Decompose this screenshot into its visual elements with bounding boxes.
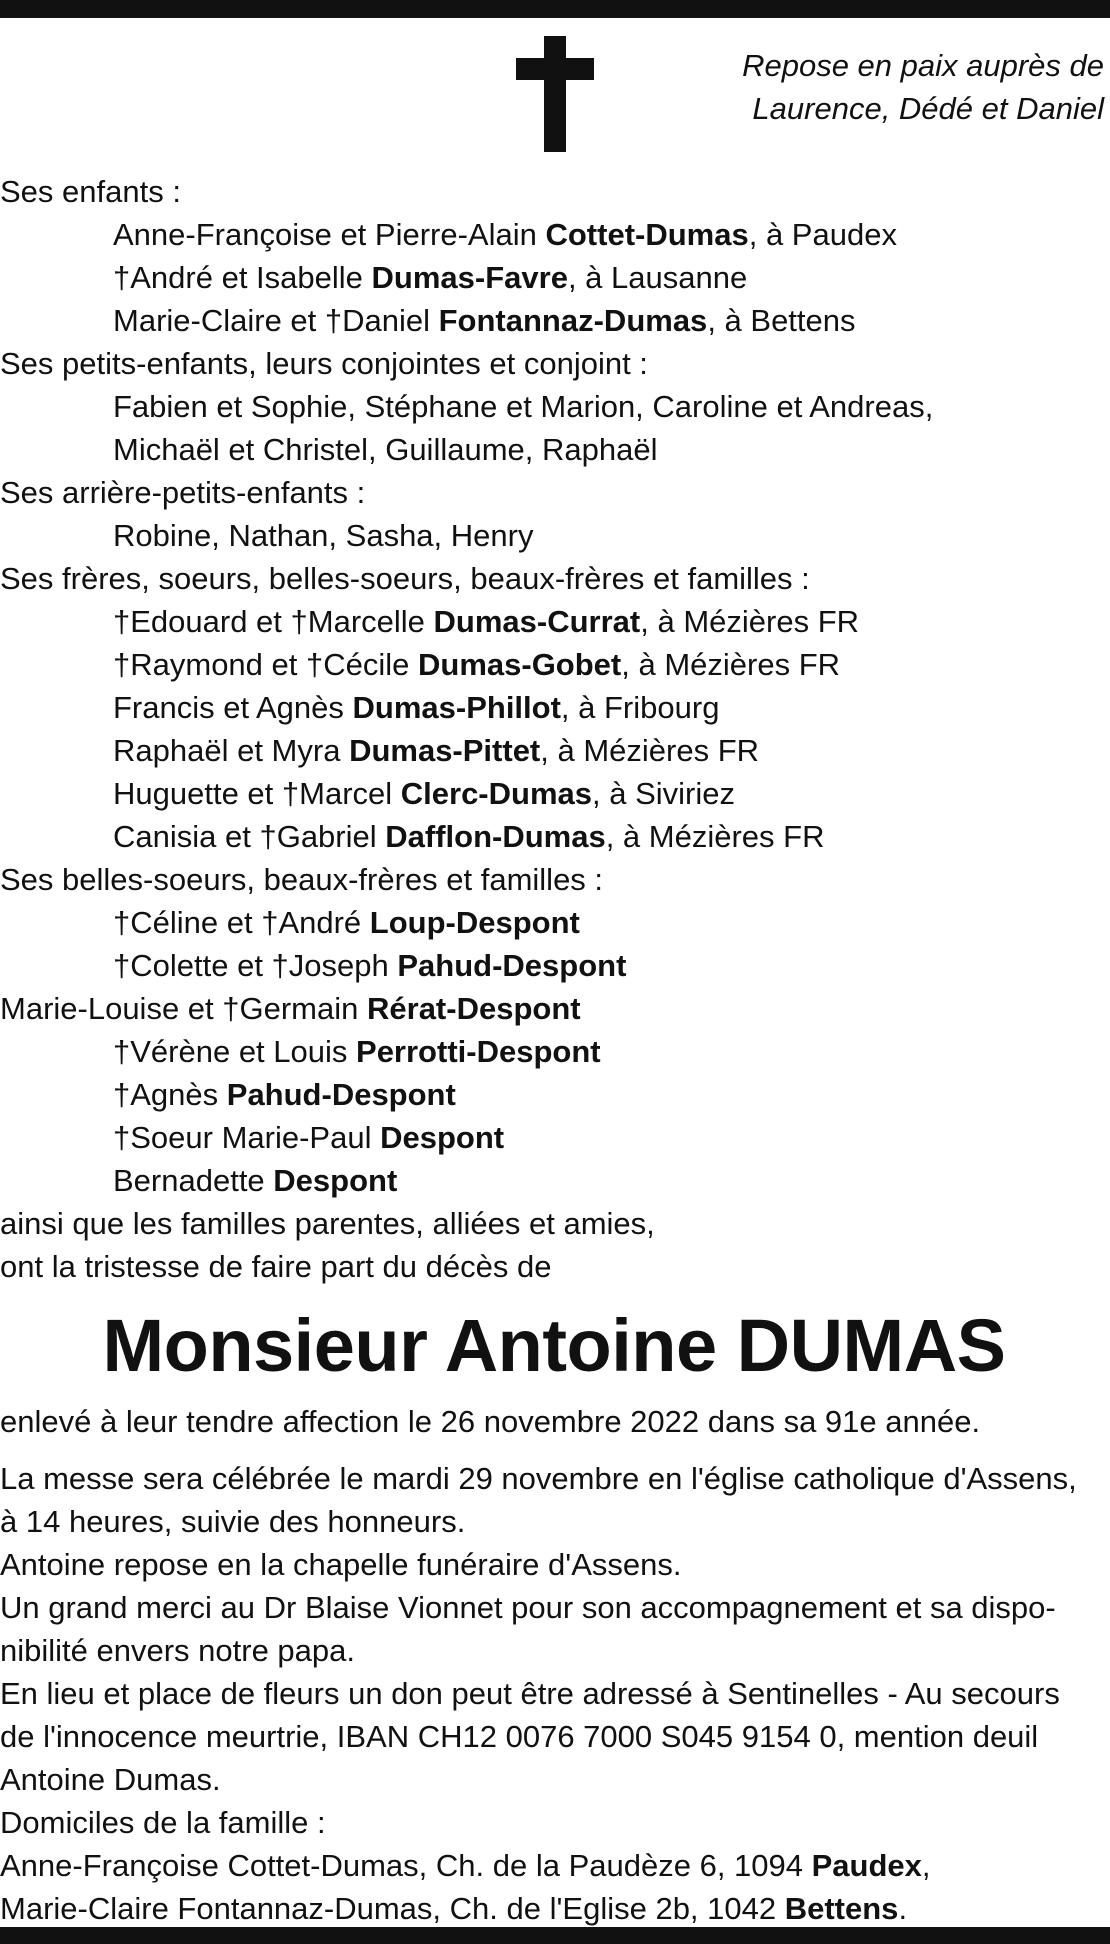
family-entry: †Edouard et †Marcelle Dumas-Currat, à Mézières FR xyxy=(113,604,860,639)
donation-line: Antoine Dumas. xyxy=(0,1762,221,1797)
family-entry: Fabien et Sophie, Stéphane et Marion, Caroline et Andreas, xyxy=(113,389,934,424)
family-entry: Canisia et †Gabriel Dafflon-Dumas, à Mézières FR xyxy=(113,819,825,854)
section-heading: Ses frères, soeurs, belles-soeurs, beaux-frères et familles : xyxy=(0,561,810,596)
bottom-rule xyxy=(0,1927,1110,1944)
family-entry: †Céline et †André Loup-Despont xyxy=(113,905,580,940)
donation-line: En lieu et place de fleurs un don peut être adressé à Sentinelles - Au secours xyxy=(0,1676,1060,1711)
cross-icon xyxy=(516,36,594,152)
epitaph xyxy=(664,44,1104,130)
notice-body xyxy=(0,170,1108,1930)
mass-line: La messe sera célébrée le mardi 29 novembre en l'église catholique d'Assens, xyxy=(0,1461,1077,1496)
family-entry: Francis et Agnès Dumas-Phillot, à Fribourg xyxy=(113,690,720,725)
deceased-name: Monsieur Antoine DUMAS xyxy=(102,1304,1006,1387)
family-entry: Anne-Françoise et Pierre-Alain Cottet-Dumas, à Paudex xyxy=(113,217,897,252)
family-entry: †Soeur Marie-Paul Despont xyxy=(113,1120,505,1155)
family-entry: Robine, Nathan, Sasha, Henry xyxy=(113,518,534,553)
family-entry: †Raymond et †Cécile Dumas-Gobet, à Mézières FR xyxy=(113,647,841,682)
section-heading: Domiciles de la famille : xyxy=(0,1805,326,1840)
family-entry: Marie-Louise et †Germain Rérat-Despont xyxy=(0,991,581,1026)
donation-line: de l'innocence meurtrie, IBAN CH12 0076 7000 S045 9154 0, mention deuil xyxy=(0,1719,1039,1754)
section-heading: Ses belles-soeurs, beaux-frères et familles : xyxy=(0,862,604,897)
family-entry: †Vérène et Louis Perrotti-Despont xyxy=(113,1034,601,1069)
address-line: Marie-Claire Fontannaz-Dumas, Ch. de l'Eglise 2b, 1042 Bettens. xyxy=(0,1891,908,1926)
family-entry: Michaël et Christel, Guillaume, Raphaël xyxy=(113,432,658,467)
section-heading: Ses arrière-petits-enfants : xyxy=(0,475,366,510)
family-entry: †André et Isabelle Dumas-Favre, à Lausanne xyxy=(113,260,748,295)
closing-line: ainsi que les familles parentes, alliées et amies, xyxy=(0,1206,655,1241)
section-heading: Ses enfants : xyxy=(0,174,181,209)
family-entry: Marie-Claire et †Daniel Fontannaz-Dumas, à Bettens xyxy=(113,303,856,338)
closing-line: ont la tristesse de faire part du décès de xyxy=(0,1249,552,1284)
passing-line: enlevé à leur tendre affection le 26 novembre 2022 dans sa 91e année. xyxy=(0,1404,981,1439)
epitaph-line: Laurence, Dédé et Daniel xyxy=(752,91,1104,126)
epitaph-line: Repose en paix auprès de xyxy=(742,48,1104,83)
family-entry: Bernadette Despont xyxy=(113,1163,398,1198)
thanks-line: Un grand merci au Dr Blaise Vionnet pour son accompagnement et sa dispo- xyxy=(0,1590,1056,1625)
family-entry: †Colette et †Joseph Pahud-Despont xyxy=(113,948,627,983)
top-rule xyxy=(0,0,1110,18)
family-entry: Raphaël et Myra Dumas-Pittet, à Mézières FR xyxy=(113,733,760,768)
family-entry: †Agnès Pahud-Despont xyxy=(113,1077,456,1112)
thanks-line: nibilité envers notre papa. xyxy=(0,1633,356,1668)
section-heading: Ses petits-enfants, leurs conjointes et conjoint : xyxy=(0,346,648,381)
family-entry: Huguette et †Marcel Clerc-Dumas, à Siviriez xyxy=(113,776,735,811)
rest-line: Antoine repose en la chapelle funéraire d'Assens. xyxy=(0,1547,682,1582)
mass-line: à 14 heures, suivie des honneurs. xyxy=(0,1504,466,1539)
address-line: Anne-Françoise Cottet-Dumas, Ch. de la Paudèze 6, 1094 Paudex, xyxy=(0,1848,931,1883)
